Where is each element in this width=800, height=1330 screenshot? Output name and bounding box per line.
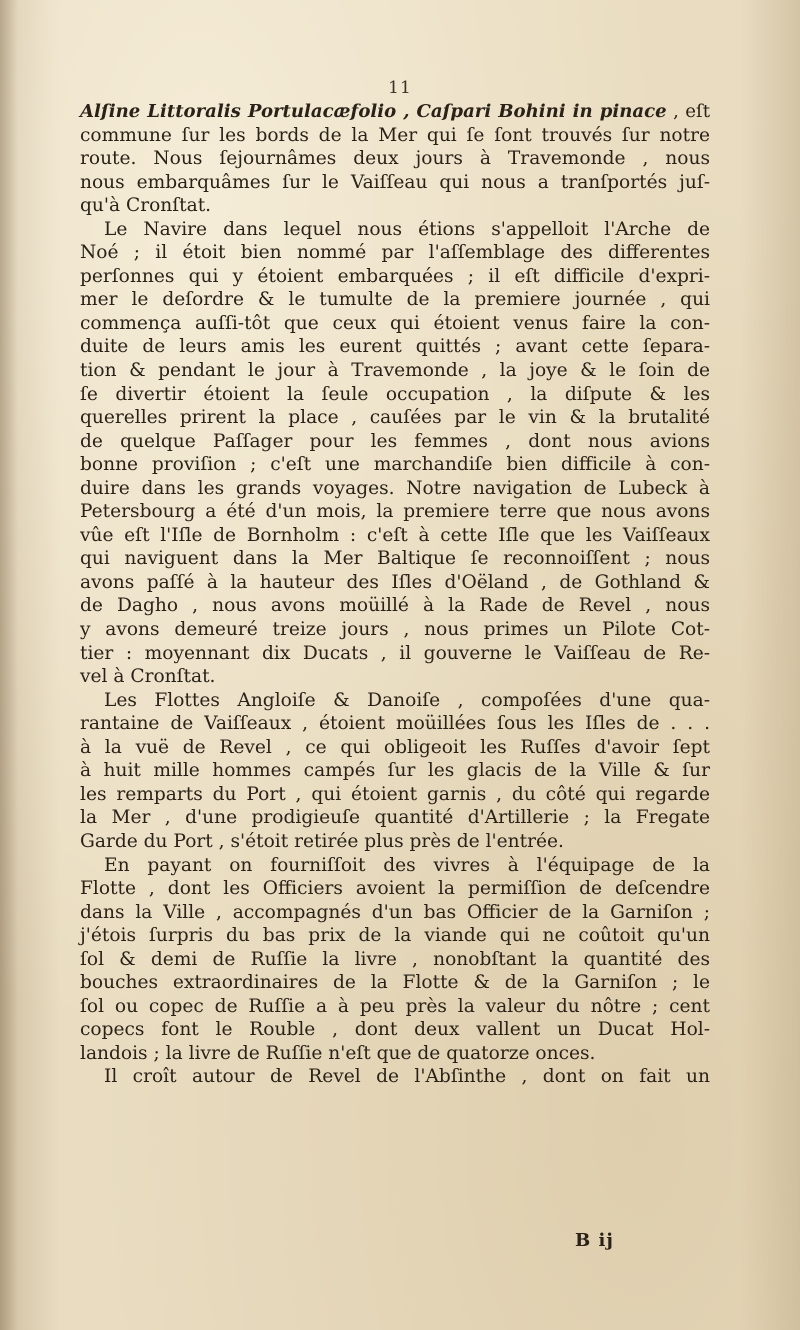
text-line: à huit mille hommes campés ſur les glacis de la Ville & ſur (80, 760, 710, 782)
text-line: ſol ou copec de Ruſſie a à peu près la valeur du nôtre ; cent (80, 995, 710, 1017)
text-line: copecs font le Rouble , dont deux vallent un Ducat Hol- (80, 1019, 710, 1041)
text-line: rantaine de Vaiſſeaux , étoient moüillées ſous les Iſles de . . . (80, 713, 710, 735)
text-line: commença auſſi-tôt que ceux qui étoient venus faire la con- (80, 312, 710, 334)
text-line: qu'à Cronſtat. (80, 195, 212, 217)
text-line: la Mer , d'une prodigieuſe quantité d'Artillerie ; la Fregate (80, 807, 710, 829)
text-line: Garde du Port , s'étoit retirée plus près de l'entrée. (80, 830, 564, 852)
text-line (80, 100, 710, 124)
text-line: les remparts du Port , qui étoient garnis , du côté qui regarde (80, 783, 710, 805)
text-line: vûe eſt l'Iſle de Bornholm : c'eſt à cette Iſle que les Vaiſſeaux (80, 524, 710, 546)
text-line: En payant on fourniſſoit des vivres à l'équipage de la (104, 854, 710, 876)
text-line: duire dans les grands voyages. Notre navigation de Lubeck à (80, 477, 710, 499)
text-line: Flotte , dont les Officiers avoient la permiſſion de deſcendre (80, 878, 710, 900)
text-line: Le Navire dans lequel nous étions s'appelloit l'Arche de (104, 218, 710, 240)
text-line: landois ; la livre de Ruſſie n'eſt que de quatorze onces. (80, 1042, 596, 1064)
text-line: bouches extraordinaires de la Flotte & de la Garniſon ; le (80, 972, 710, 994)
text-line: de Dagho , nous avons moüillé à la Rade de Revel , nous (80, 595, 710, 617)
page-edge-shadow (0, 0, 18, 1330)
text-line: vel à Cronſtat. (80, 666, 216, 688)
text-line: avons paſſé à la hauteur des Iſles d'Oëland , de Gothland & (80, 571, 710, 593)
text-line: commune ſur les bords de la Mer qui ſe ſont trouvés ſur notre (80, 124, 710, 146)
body-text (80, 100, 710, 1089)
text-line: y avons demeuré treize jours , nous primes un Pilote Cot- (80, 619, 710, 641)
text-line: qui naviguent dans la Mer Baltique ſe reconnoiſſent ; nous (80, 548, 710, 570)
text-line: route. Nous ſejournâmes deux jours à Travemonde , nous (80, 148, 710, 170)
text-line: tier : moyennant dix Ducats , il gouverne le Vaiſſeau de Re- (80, 642, 710, 664)
page-number: 11 (388, 78, 412, 98)
text-line-rest: , eſt (666, 101, 710, 122)
printer-signature: B ij (575, 1230, 614, 1251)
text-line: ſe divertir étoient la ſeule occupation , la diſpute & les (80, 383, 710, 405)
text-line: Les Flottes Angloiſe & Danoiſe , compoſées d'une qua- (104, 689, 710, 711)
text-line: j'étois ſurpris du bas prix de la viande qui ne coûtoit qu'un (80, 925, 710, 947)
text-line: bonne proviſion ; c'eſt une marchandiſe bien difficile à con- (80, 454, 710, 476)
text-line: nous embarquâmes ſur le Vaiſſeau qui nous a tranſportés juſ- (80, 171, 710, 193)
text-line: dans la Ville , accompagnés d'un bas Officier de la Garniſon ; (80, 901, 710, 923)
text-line: duite de leurs amis les eurent quittés ; avant cette ſepara- (80, 336, 710, 358)
text-line: Il croît autour de Revel de l'Abſinthe , dont on fait un (104, 1066, 710, 1088)
text-line: Noé ; il étoit bien nommé par l'aſſemblage des differentes (80, 242, 710, 264)
text-line: perſonnes qui y étoient embarquées ; il eſt difficile d'expri- (80, 265, 710, 287)
text-line: tion & pendant le jour à Travemonde , la joye & le ſoin de (80, 360, 710, 382)
text-line: ſol & demi de Ruſſie la livre , nonobſtant la quantité des (80, 948, 710, 970)
text-line: Petersbourg a été d'un mois, la premiere terre que nous avons (80, 501, 710, 523)
text-line: de quelque Paſſager pour les femmes , dont nous avions (80, 430, 710, 452)
text-line: à la vuë de Revel , ce qui obligeoit les Ruſſes d'avoir ſept (80, 736, 710, 758)
text-line: mer le deſordre & le tumulte de la premiere journée , qui (80, 289, 710, 311)
text-line: querelles prirent la place , cauſées par le vin & la brutalité (80, 407, 710, 429)
botanical-name: Alſine Littoralis Portulacæfolio , Caſpari Bohini in pinace (80, 101, 667, 122)
